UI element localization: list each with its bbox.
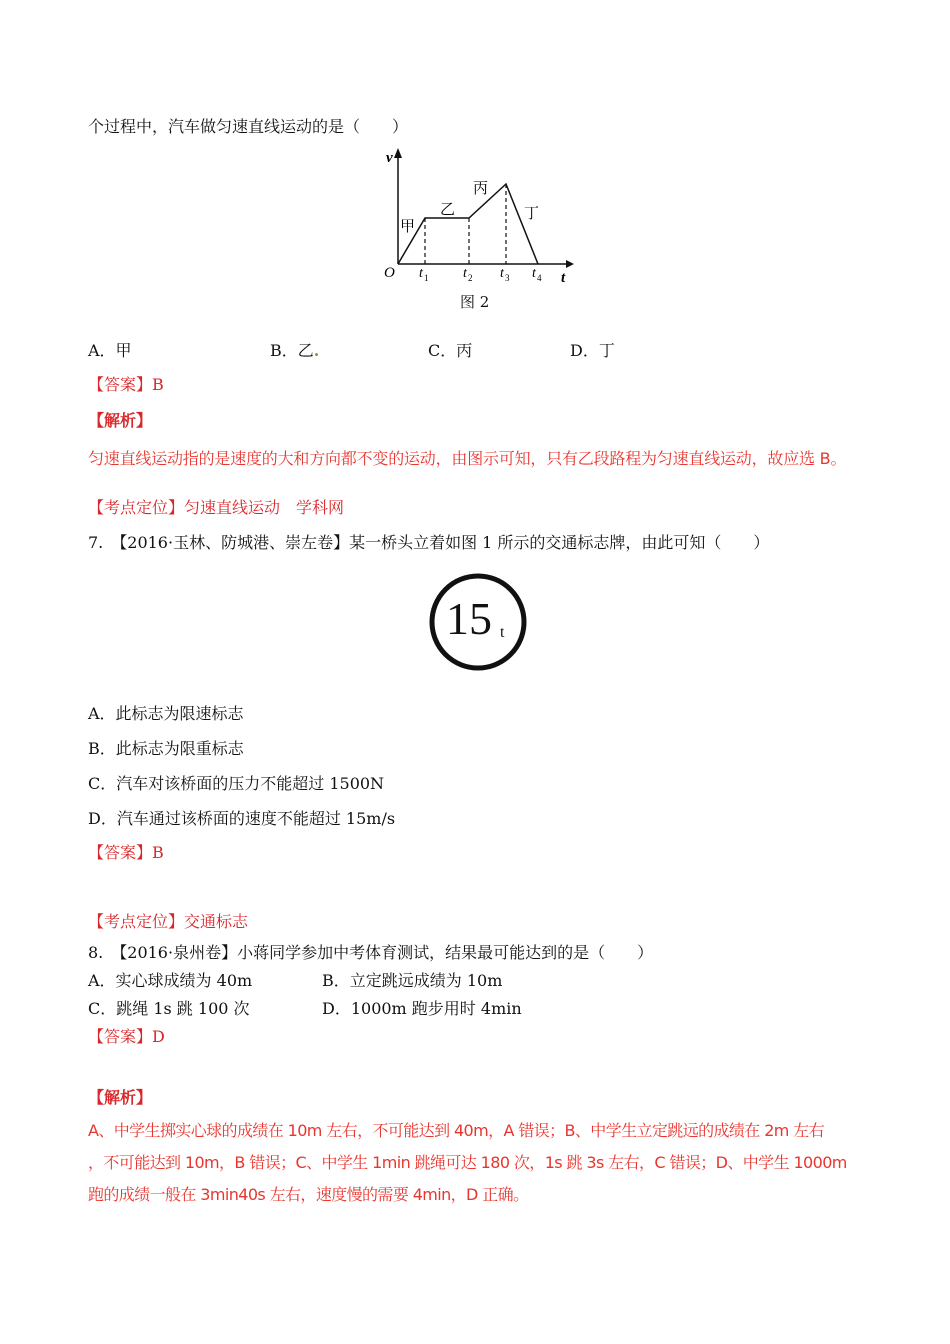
graph-line (398, 184, 538, 264)
tick-t3: t (500, 266, 504, 281)
q7-option-c: C．汽车对该桥面的压力不能超过 1500N (88, 774, 385, 793)
segment-jia: 甲 (400, 217, 416, 235)
q6-knowledge-point: 【考点定位】匀速直线运动 学科网 (88, 498, 345, 517)
traffic-sign (428, 572, 528, 672)
sign-number: 15 (446, 593, 492, 644)
tick-t4: t (532, 266, 536, 281)
q8-answer: 【答案】D (88, 1027, 165, 1046)
q6-intro: 个过程中，汽车做匀速直线运动的是（ ） (88, 117, 409, 136)
v-label: v (386, 150, 393, 166)
q8-analysis-label: 【解析】 (88, 1088, 153, 1107)
q6-analysis-label: 【解析】 (88, 411, 153, 430)
velocity-time-graph (376, 144, 576, 289)
segment-bing: 丙 (473, 179, 489, 197)
t-axis-arrow (566, 260, 574, 268)
v-axis-arrow (394, 148, 402, 158)
q8-option-c: C．跳绳 1s 跳 100 次 (88, 999, 250, 1018)
tick-t2: t (463, 266, 467, 281)
tick-t2-sub: 2 (468, 273, 473, 283)
origin-label: O (384, 265, 395, 281)
q8-analysis-line-1: A、中学生掷实心球的成绩在 10m 左右，不可能达到 40m，A 错误；B、中学生立定跳远的成绩在 2m 左右 (88, 1121, 825, 1140)
tick-t1: t (419, 266, 423, 281)
q6-option-d: D．丁 (570, 341, 615, 360)
q8-analysis-line-3: 跑的成绩一般在 3min40s 左右，速度慢的需要 4min，D 正确。 (88, 1185, 529, 1204)
tick-t3-sub: 3 (505, 273, 510, 283)
q6-option-c: C．丙 (428, 341, 473, 360)
q7-answer: 【答案】B (88, 843, 164, 862)
q8-option-a: A．实心球成绩为 40m (88, 971, 253, 990)
q6-option-b: B．乙 (270, 341, 314, 360)
q8-option-d: D．1000m 跑步用时 4min (322, 999, 522, 1018)
tick-t4-sub: 4 (537, 273, 542, 283)
q7-stem: 7. 【2016·玉林、防城港、崇左卷】某一桥头立着如图 1 所示的交通标志牌，由此可知（ ） (88, 533, 770, 552)
figure-caption: 图 2 (460, 293, 490, 311)
sign-unit: t (500, 624, 505, 641)
stray-dot: . (313, 341, 320, 360)
q6-analysis: 匀速直线运动指的是速度的大和方向都不变的运动，由图示可知，只有乙段路程为匀速直线运动，故应选 B。 (88, 449, 847, 468)
q7-option-d: D．汽车通过该桥面的速度不能超过 15m/s (88, 809, 396, 828)
q7-option-a: A．此标志为限速标志 (88, 704, 244, 723)
q8-option-b: B．立定跳远成绩为 10m (322, 971, 503, 990)
q6-answer: 【答案】B (88, 375, 164, 394)
segment-ding: 丁 (524, 204, 540, 222)
q6-option-a: A．甲 (88, 341, 132, 360)
segment-yi: 乙 (440, 200, 456, 218)
tick-t1-sub: 1 (424, 273, 429, 283)
q8-stem: 8. 【2016·泉州卷】小蒋同学参加中考体育测试，结果最可能达到的是（ ） (88, 943, 654, 962)
q7-option-b: B．此标志为限重标志 (88, 739, 244, 758)
q8-analysis-line-2: ，不可能达到 10m，B 错误；C、中学生 1min 跳绳可达 180 次，1s 跳 3s 左右，C 错误；D、中学生 1000m (88, 1153, 847, 1172)
t-label: t (561, 270, 566, 286)
q7-knowledge-point: 【考点定位】交通标志 (88, 912, 249, 931)
q6-option-b-wrap (270, 340, 319, 362)
